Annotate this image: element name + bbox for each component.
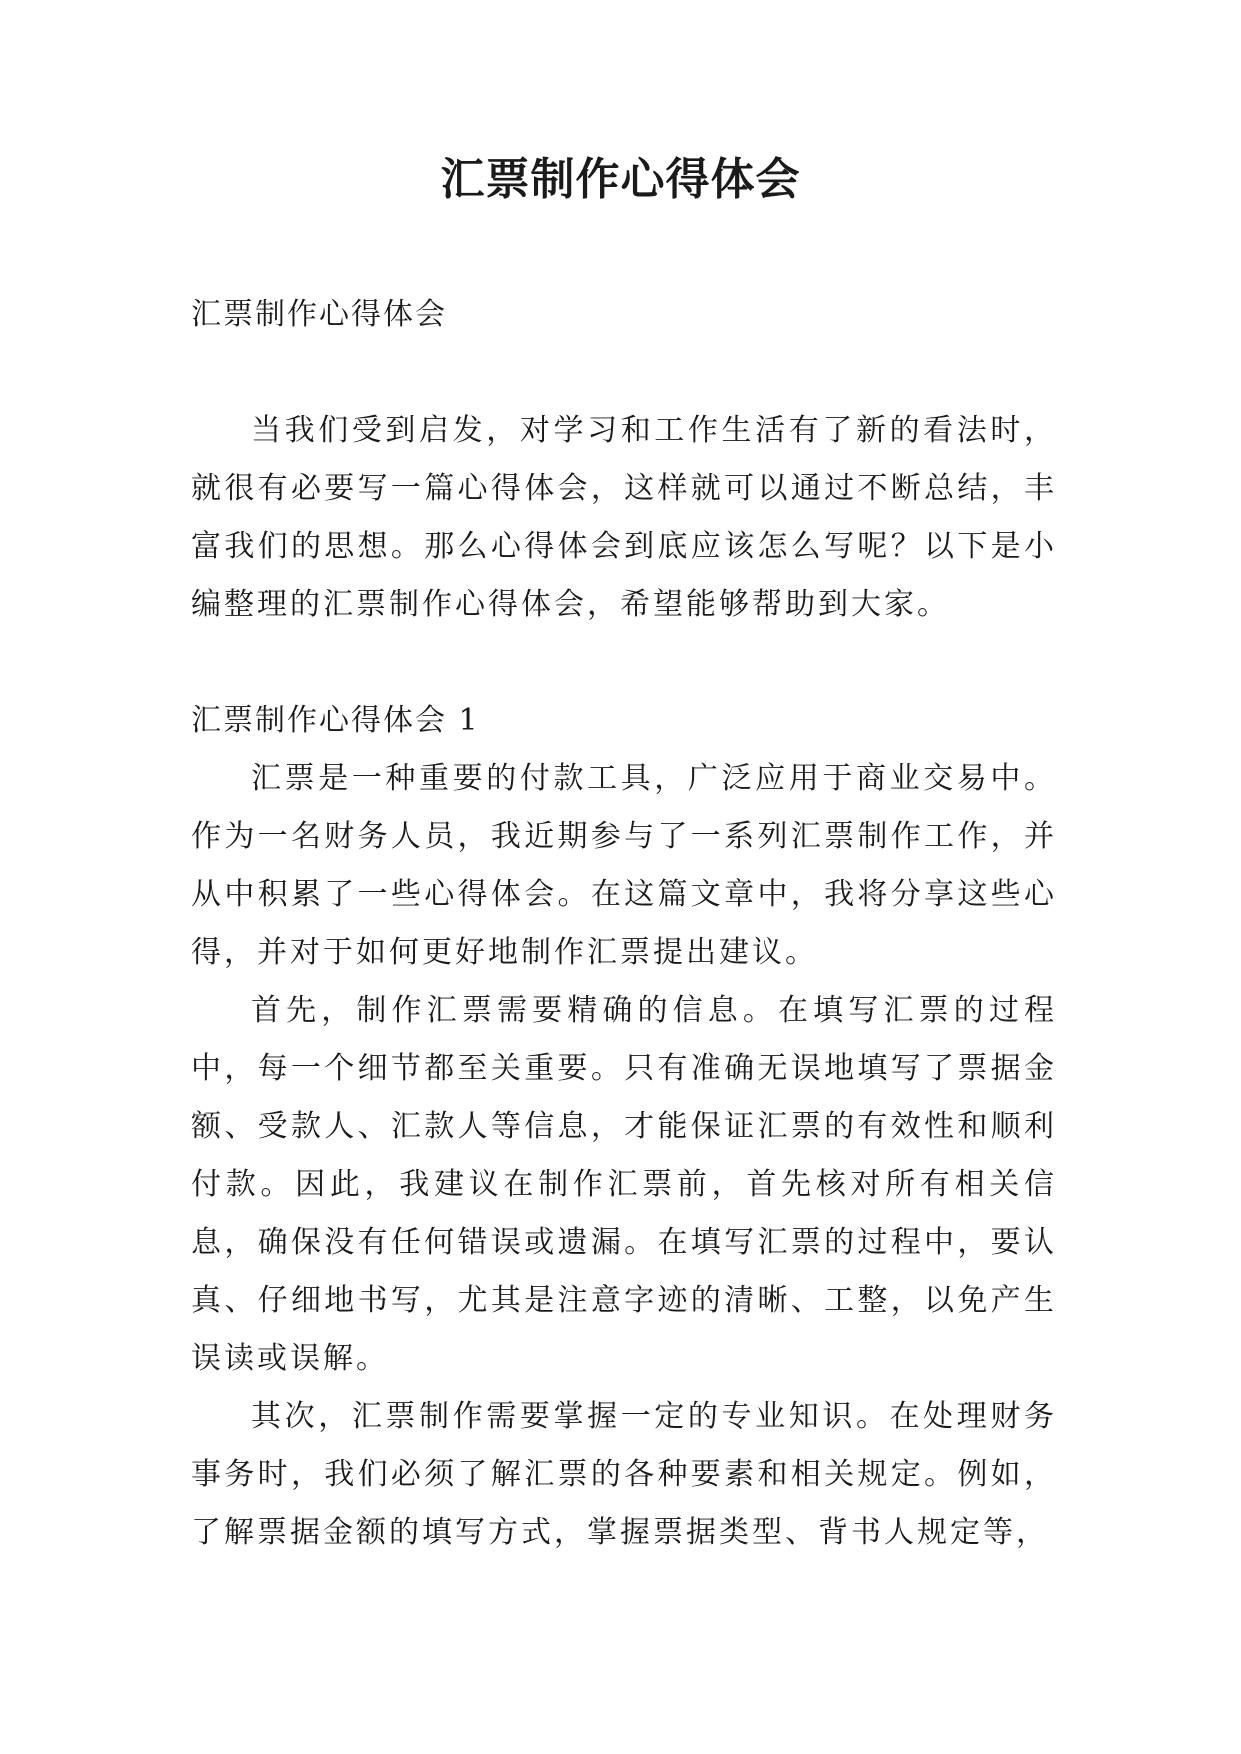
- document-subtitle: 汇票制作心得体会: [191, 297, 447, 332]
- spacer: [191, 344, 1057, 402]
- document-title: 汇票制作心得体会: [440, 154, 801, 205]
- section-heading: 汇票制作心得体会 1: [191, 703, 480, 738]
- intro-paragraph: 当我们受到启发，对学习和工作生活有了新的看法时，就很有必要写一篇心得体会，这样就可以通过不断总结，丰富我们的思想。那么心得体会到底应该怎么写呢？以下是小编整理的汇票制作心得体会，希望能够帮助到大家。: [191, 413, 1057, 622]
- body-paragraph-3: 其次，汇票制作需要掌握一定的专业知识。在处理财务事务时，我们必须了解汇票的各种要素和相关规定。例如，了解票据金额的填写方式，掌握票据类型、背书人规定等，: [191, 1399, 1057, 1550]
- body-paragraph-1: 汇票是一种重要的付款工具，广泛应用于商业交易中。作为一名财务人员，我近期参与了一系列汇票制作工作，并从中积累了一些心得体会。在这篇文章中，我将分享这些心得，并对于如何更好地制作汇票提出建议。: [191, 761, 1057, 970]
- body-paragraph-2: 首先，制作汇票需要精确的信息。在填写汇票的过程中，每一个细节都至关重要。只有准确无误地填写了票据金额、受款人、汇款人等信息，才能保证汇票的有效性和顺利付款。因此，我建议在制作汇票前，首先核对所有相关信息，确保没有任何错误或遗漏。在填写汇票的过程中，要认真、仔细地书写，尤其是注意字迹的清晰、工整，以免产生误读或误解。: [191, 993, 1057, 1376]
- document-body: [191, 286, 1057, 1562]
- spacer: [191, 634, 1057, 692]
